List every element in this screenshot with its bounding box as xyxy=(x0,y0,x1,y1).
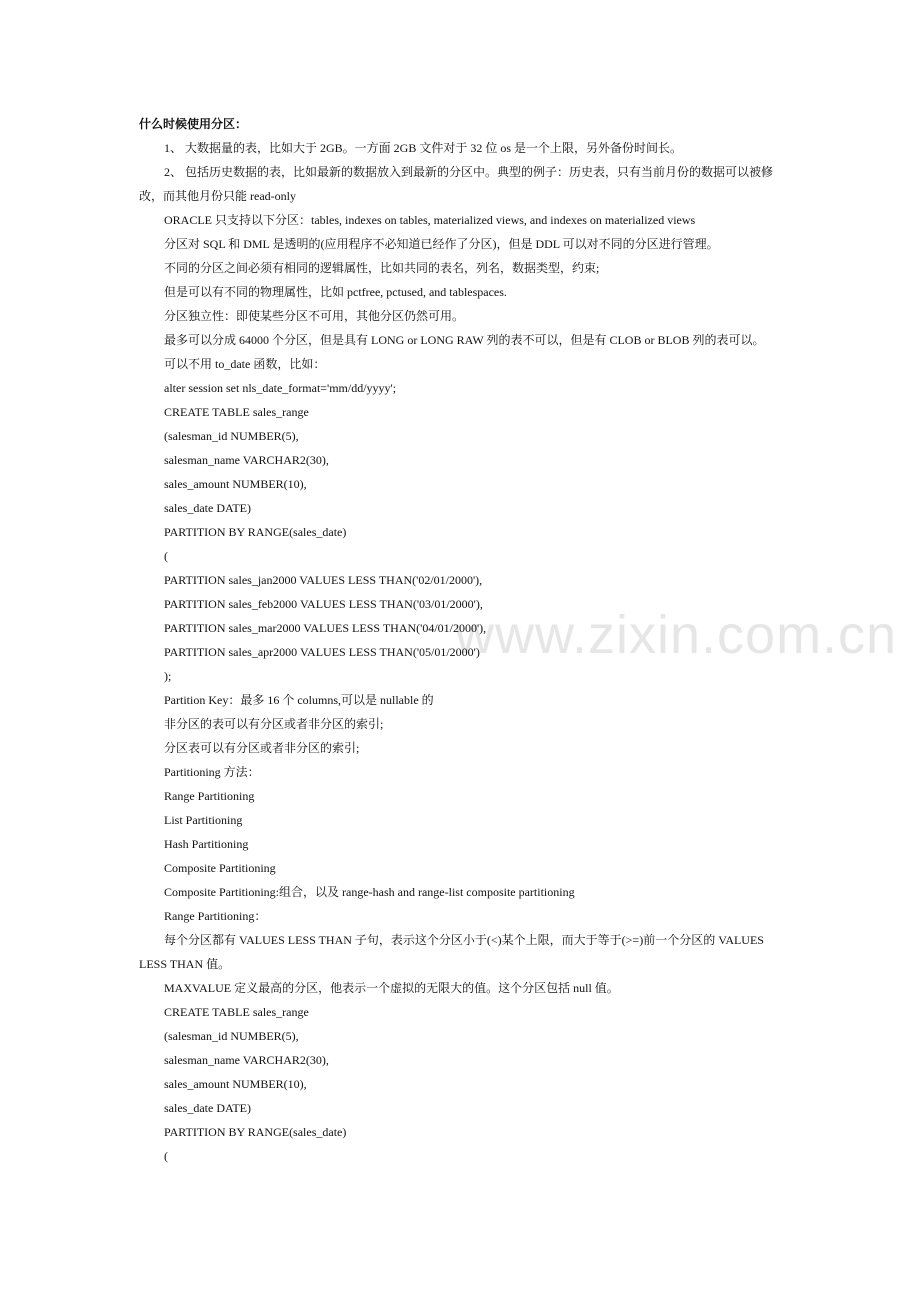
code-line: PARTITION BY RANGE(sales_date) xyxy=(164,1125,347,1139)
paragraph: Composite Partitioning:组合，以及 range-hash and range-list composite partitioning xyxy=(164,885,575,899)
paragraph: 分区表可以有分区或者非分区的索引; xyxy=(164,741,360,755)
paragraph: 不同的分区之间必须有相同的逻辑属性，比如共同的表名，列名，数据类型，约束; xyxy=(164,261,600,275)
paragraph: 分区独立性：即使某些分区不可用，其他分区仍然可用。 xyxy=(164,309,465,323)
code-line: (salesman_id NUMBER(5), xyxy=(164,1029,299,1043)
paragraph: Partition Key：最多 16 个 columns,可以是 nullable 的 xyxy=(164,693,434,707)
paragraph: 分区对 SQL 和 DML 是透明的(应用程序不必知道已经作了分区)，但是 DDL 可以对不同的分区进行管理。 xyxy=(164,237,719,251)
list-item: Range Partitioning xyxy=(164,789,255,803)
code-line: PARTITION sales_apr2000 VALUES LESS THAN('05/01/2000') xyxy=(164,645,480,659)
paragraph: 可以不用 to_date 函数，比如： xyxy=(164,357,326,371)
code-line: PARTITION sales_mar2000 VALUES LESS THAN('04/01/2000'), xyxy=(164,621,487,635)
paragraph-item-2: 2、 包括历史数据的表，比如最新的数据放入到最新的分区中。典型的例子：历史表，只有当前月份的数据可以被修改，而其他月份只能 read-only xyxy=(139,165,774,203)
code-line: PARTITION sales_jan2000 VALUES LESS THAN('02/01/2000'), xyxy=(164,573,483,587)
code-line: ( xyxy=(164,1149,168,1163)
code-line: CREATE TABLE sales_range xyxy=(164,405,309,419)
code-line: PARTITION BY RANGE(sales_date) xyxy=(164,525,347,539)
paragraph: ORACLE 只支持以下分区：tables, indexes on tables, materialized views, and indexes on materialized views xyxy=(164,213,696,227)
code-line: salesman_name VARCHAR2(30), xyxy=(164,453,329,467)
paragraph: 每个分区都有 VALUES LESS THAN 子句，表示这个分区小于(<)某个上限，而大于等于(>=)前一个分区的 VALUES LESS THAN 值。 xyxy=(139,933,764,971)
code-line: sales_amount NUMBER(10), xyxy=(164,477,307,491)
code-line: PARTITION sales_feb2000 VALUES LESS THAN('03/01/2000'), xyxy=(164,597,483,611)
code-line: ( xyxy=(164,549,168,563)
code-line: sales_date DATE) xyxy=(164,1101,251,1115)
paragraph: Range Partitioning： xyxy=(164,909,267,923)
code-line: ); xyxy=(164,669,172,683)
code-line: (salesman_id NUMBER(5), xyxy=(164,429,299,443)
list-item: List Partitioning xyxy=(164,813,243,827)
section-heading: 什么时候使用分区： xyxy=(139,117,248,131)
list-item: Hash Partitioning xyxy=(164,837,249,851)
list-item: Composite Partitioning xyxy=(164,861,276,875)
paragraph: MAXVALUE 定义最高的分区，他表示一个虚拟的无限大的值。这个分区包括 null 值。 xyxy=(164,981,619,995)
code-line: salesman_name VARCHAR2(30), xyxy=(164,1053,329,1067)
code-line: CREATE TABLE sales_range xyxy=(164,1005,309,1019)
document-body xyxy=(139,114,784,1170)
code-line: sales_date DATE) xyxy=(164,501,251,515)
paragraph-item-1: 1、 大数据量的表，比如大于 2GB。一方面 2GB 文件对于 32 位 os 是一个上限，另外备份时间长。 xyxy=(164,141,683,155)
paragraph: 但是可以有不同的物理属性，比如 pctfree, pctused, and tablespaces. xyxy=(164,285,507,299)
code-line: alter session set nls_date_format='mm/dd/yyyy'; xyxy=(164,381,397,395)
code-line: sales_amount NUMBER(10), xyxy=(164,1077,307,1091)
paragraph: 非分区的表可以有分区或者非分区的索引; xyxy=(164,717,384,731)
paragraph: Partitioning 方法： xyxy=(164,765,260,779)
watermark: www.zixin.com.cn xyxy=(455,605,898,665)
paragraph: 最多可以分成 64000 个分区，但是具有 LONG or LONG RAW 列的表不可以，但是有 CLOB or BLOB 列的表可以。 xyxy=(164,333,765,347)
